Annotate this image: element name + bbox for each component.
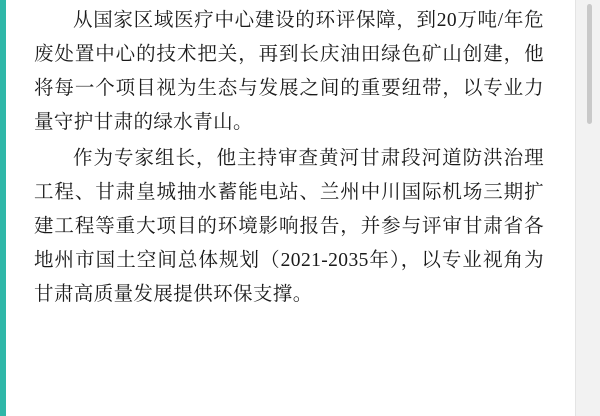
- scroll-gutter[interactable]: [575, 0, 600, 416]
- paragraph-2: 作为专家组长，他主持审查黄河甘肃段河道防洪治理工程、甘肃皇城抽水蓄能电站、兰州中川国际机场三期扩建工程等重大项目的环境影响报告，并参与评审甘肃省各地州市国土空间总体规划（2021-2035年），以专业视角为甘肃高质量发展提供环保支撑。: [34, 148, 544, 305]
- scrollbar-thumb[interactable]: [587, 4, 592, 124]
- left-accent-bar: [0, 0, 6, 416]
- article-body: [34, 4, 544, 412]
- paragraph-1: 从国家区域医疗中心建设的环评保障，到20万吨/年危废处置中心的技术把关，再到长庆油田绿色矿山创建，他将每一个项目视为生态与发展之间的重要纽带，以专业力量守护甘肃的绿水青山。: [34, 10, 544, 133]
